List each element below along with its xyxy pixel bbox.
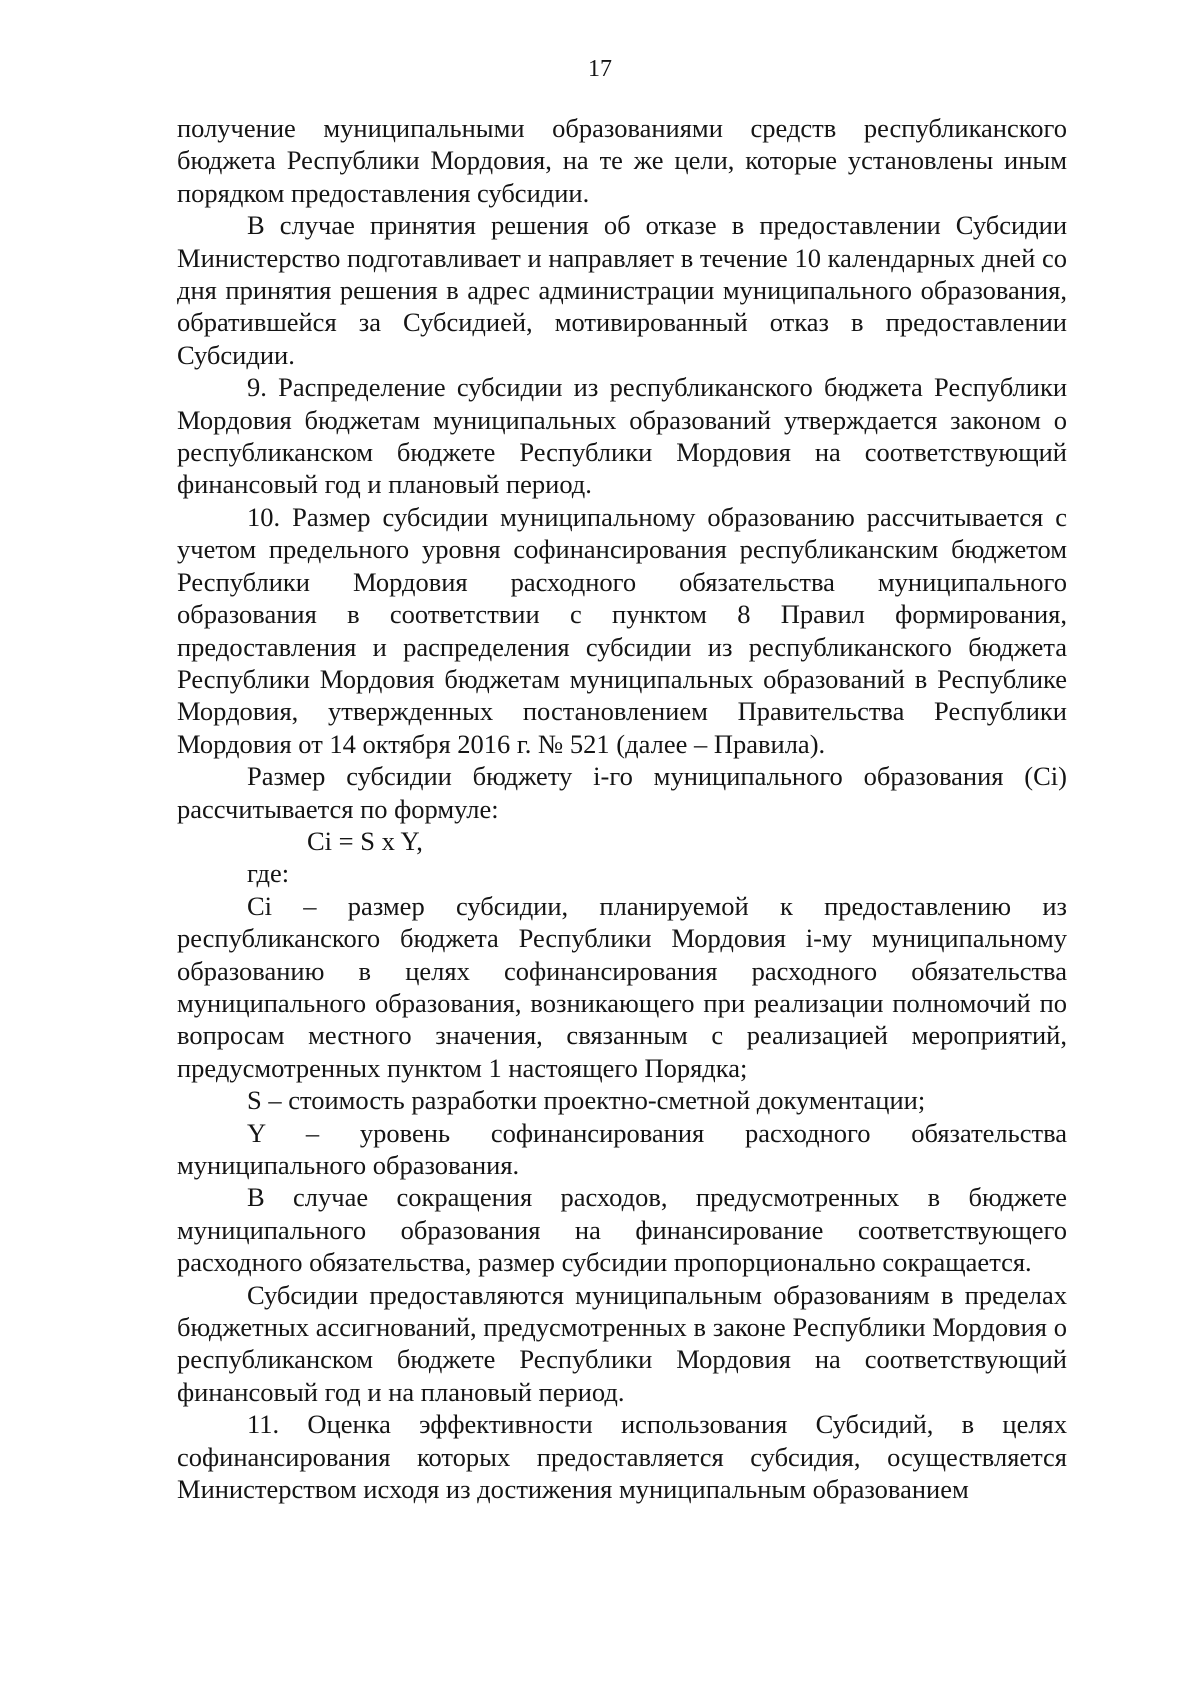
definition-s: S – стоимость разработки проектно-сметной документации; (247, 1085, 926, 1116)
definition-y: Y – уровень софинансирования расходного обязательства муниципального образования. (177, 1117, 1067, 1180)
paragraph-budget-limits: Субсидии предоставляются муниципальным образованиям в пределах бюджетных ассигнований, предусмотренных в законе Республики Мордовия о республиканском бюджете Республики Мордовия на соответствующий финансовый год и на плановый период. (177, 1279, 1067, 1407)
document-body (177, 112, 1067, 1505)
paragraph-formula-intro: Размер субсидии бюджету i-го муниципального образования (Ci) рассчитывается по формуле: (177, 761, 1067, 824)
formula (177, 825, 1067, 857)
where-label: где: (247, 858, 290, 889)
paragraph-9-distribution: 9. Распределение субсидии из республиканского бюджета Республики Мордовия бюджетам муниципальных образований утверждается законом о республиканском бюджете Республики Мордовия на соответствующий финансовый год и плановый период. (177, 372, 1067, 500)
page-number: 17 (588, 56, 612, 82)
paragraph-11-efficiency: 11. Оценка эффективности использования Субсидий, в целях софинансирования которых предоставляется субсидия, осуществляется Министерством исходя из достижения муниципальным образованием (177, 1409, 1067, 1505)
formula-text: Ci = S x Y, (307, 825, 423, 856)
paragraph-continuation: получение муниципальными образованиями средств республиканского бюджета Республики Мордовия, на те же цели, которые установлены иным порядком предоставления субсидии. (177, 113, 1067, 208)
paragraph-refusal: В случае принятия решения об отказе в предоставлении Субсидии Министерство подготавливает и направляет в течение 10 календарных дней со дня принятия решения в адрес администрации муниципального образования, обратившейся за Субсидией, мотивированный отказ в предоставлении Субсидии. (177, 210, 1067, 370)
definition-ci: Ci – размер субсидии, планируемой к предоставлению из республиканского бюджета Республики Мордовия i-му муниципальному образованию в целях софинансирования расходного обязательства муниципального образования, возникающего при реализации полномочий по вопросам местного значения, связанным с реализацией мероприятий, предусмотренных пунктом 1 настоящего Порядка; (177, 890, 1067, 1083)
paragraph-10-subsidy-size: 10. Размер субсидии муниципальному образованию рассчитывается с учетом предельного уровня софинансирования республиканским бюджетом Республики Мордовия расходного обязательства муниципального образования в соответствии с пунктом 8 Правил формирования, предоставления и распределения субсидии из республиканского бюджета Республики Мордовия бюджетам муниципальных образований в Республике Мордовия, утвержденных постановлением Правительства Республики Мордовия от 14 октября 2016 г. № 521 (далее – Правила). (177, 501, 1067, 759)
paragraph-reduction: В случае сокращения расходов, предусмотренных в бюджете муниципального образования на финансирование соответствующего расходного обязательства, размер субсидии пропорционально сокращается. (177, 1182, 1067, 1278)
